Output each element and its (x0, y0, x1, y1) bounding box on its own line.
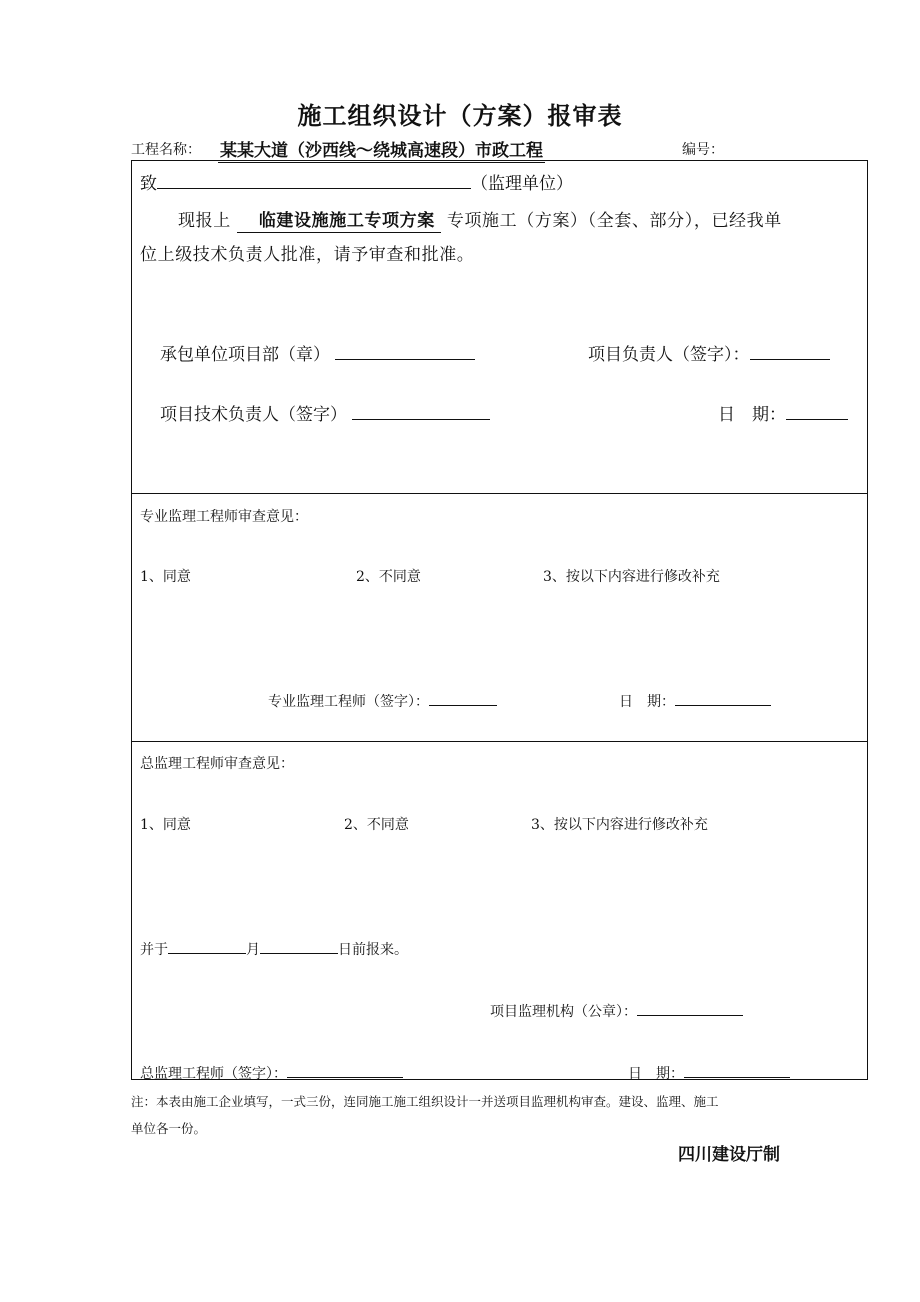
chief-engineer-signature-field[interactable] (287, 1062, 403, 1078)
deadline-day-field[interactable] (260, 938, 338, 954)
tech-signature-field[interactable] (352, 404, 490, 420)
chief-review-heading: 总监理工程师审查意见： (140, 756, 294, 772)
deadline-month-field[interactable] (168, 938, 246, 954)
specialty-option-disagree[interactable]: 2、不同意 (356, 569, 421, 585)
supervisor-unit-field[interactable] (157, 173, 471, 189)
submission-paragraph-line1 (178, 206, 782, 231)
plan-name: 临建设施施工专项方案 (237, 211, 441, 233)
footer-note-line2: 单位各一份。 (131, 1121, 207, 1136)
to-suffix: （监理单位） (471, 174, 573, 194)
deadline-suffix: 日前报来。 (338, 942, 408, 958)
to-line (140, 169, 573, 194)
date-label-1: 日 期： (718, 405, 786, 425)
chief-option-disagree[interactable]: 2、不同意 (344, 817, 409, 833)
section-divider-1 (131, 493, 868, 494)
date-line-3 (628, 1062, 790, 1083)
specialty-option-agree[interactable]: 1、同意 (140, 569, 191, 585)
section-divider-2 (131, 741, 868, 742)
agency-line (490, 1000, 743, 1021)
chief-engineer-line (140, 1062, 403, 1083)
date-field-3[interactable] (684, 1062, 790, 1078)
project-name-text: 某某大道（沙西线～绕城高速段）市政工程 (220, 141, 543, 161)
contractor-stamp-field[interactable] (335, 344, 475, 360)
chief-engineer-label: 总监理工程师（签字）： (140, 1066, 287, 1082)
specialty-engineer-label: 专业监理工程师（签字）： (268, 694, 429, 710)
specialty-engineer-signature-field[interactable] (429, 690, 497, 706)
specialty-option-revise[interactable]: 3、按以下内容进行修改补充 (543, 569, 720, 585)
pm-line (588, 340, 830, 365)
para-suffix: 专项施工（方案）（全套、部分），已经我单 (446, 211, 782, 231)
tech-line (160, 400, 490, 425)
footer-note-line1: 注：本表由施工企业填写，一式三份，连同施工施工组织设计一并送项目监理机构审查。建设、监理、施工 (131, 1094, 719, 1109)
para-prefix: 现报上 (178, 211, 231, 231)
pm-label: 项目负责人（签字）： (588, 345, 750, 365)
date-line-1 (718, 400, 848, 425)
chief-option-agree[interactable]: 1、同意 (140, 817, 191, 833)
deadline-prefix: 并于 (140, 942, 168, 958)
deadline-month-label: 月 (246, 942, 260, 958)
agency-label: 项目监理机构（公章）： (490, 1004, 637, 1020)
contractor-line (160, 340, 475, 365)
date-label-3: 日 期： (628, 1066, 684, 1082)
contractor-label: 承包单位项目部（章） (160, 345, 330, 365)
date-line-2 (619, 690, 771, 711)
to-label: 致 (140, 174, 157, 194)
date-label-2: 日 期： (619, 694, 675, 710)
issuer: 四川建设厅制 (678, 1145, 780, 1165)
pm-signature-field[interactable] (750, 344, 830, 360)
agency-stamp-field[interactable] (637, 1000, 743, 1016)
page-title: 施工组织设计（方案）报审表 (297, 101, 623, 130)
tech-label: 项目技术负责人（签字） (160, 405, 347, 425)
specialty-review-heading: 专业监理工程师审查意见： (140, 509, 308, 525)
specialty-engineer-line (268, 690, 497, 711)
number-label: 编号： (682, 142, 724, 158)
date-field-1[interactable] (786, 404, 848, 420)
project-name (218, 136, 545, 161)
date-field-2[interactable] (675, 690, 771, 706)
chief-option-revise[interactable]: 3、按以下内容进行修改补充 (531, 817, 708, 833)
submission-paragraph-line2: 位上级技术负责人批准，请予审查和批准。 (140, 245, 475, 265)
project-label: 工程名称： (131, 142, 201, 158)
deadline-line (140, 938, 408, 959)
